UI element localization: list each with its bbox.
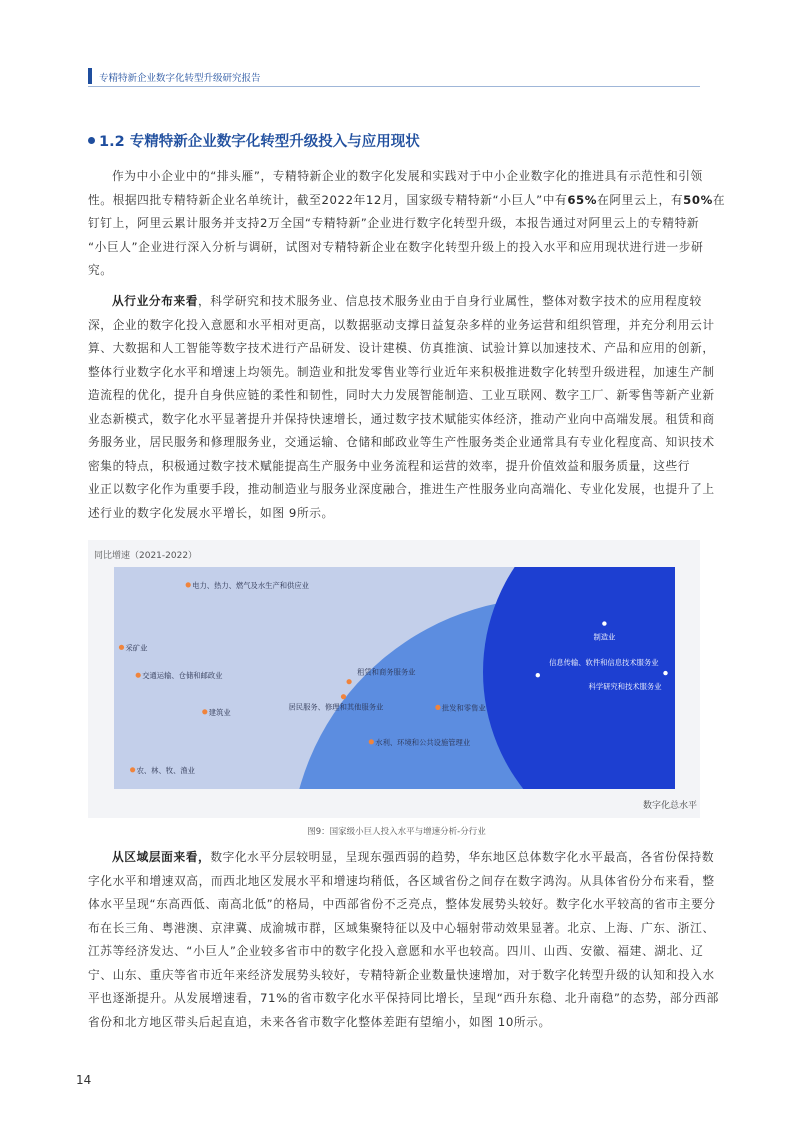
paragraph-lead: 从行业分布来看: [112, 294, 199, 308]
point-label: 电力、热力、燃气及水生产和供应业: [192, 580, 309, 590]
point-label: 制造业: [593, 632, 616, 642]
section-heading: [88, 130, 420, 151]
paragraph-lead: 从区域层面来看，: [112, 850, 211, 864]
text-run: 数字化水平分层较明显，呈现东强西弱的趋势，华东地区总体数字化水平最高，各省份保持数: [210, 850, 715, 864]
data-point: [663, 671, 667, 675]
paragraph-line: 江苏等经济发达、“小巨人”企业较多省市中的数字化投入意愿和水平也较高。四川、山西、安徽、福建、湖北、辽: [88, 944, 704, 958]
paragraph-line: 体水平呈现“东高西低、南高北低”的格局，中西部省份不乏亮点，整体发展势头较好。数字化水平较高的省市主要分: [88, 897, 716, 911]
header-accent-bar: [88, 68, 92, 84]
x-axis-label: 数字化总水平: [642, 801, 697, 811]
paragraph-line: 造流程的优化，提升自身供应链的柔性和韧性，同时大力发展智能制造、工业互联网、数字工厂、新零售等新产业新: [88, 388, 715, 402]
header-divider: [88, 86, 700, 87]
data-point: [602, 621, 606, 625]
data-point: [435, 705, 440, 710]
paragraph-line: 省份和北方地区带头后起直追，未来各省市数字化整体差距有望缩小，如图 10所示。: [88, 1014, 551, 1029]
paragraph-line: 算、大数据和人工智能等数字技术进行产品研发、设计建模、仿真推演、试验计算以加速技术、产品和应用的创新，: [88, 341, 715, 355]
paragraph-line: [88, 846, 715, 870]
intro-paragraph: [88, 165, 726, 283]
data-point: [202, 709, 207, 714]
page-number: 14: [76, 1073, 92, 1087]
data-point: [186, 582, 191, 587]
paragraph-line: 宁、山东、重庆等省市近年来经济发展势头较好，专精特新企业数量快速增加，对于数字化转型升级的认知和投入水: [88, 967, 715, 982]
point-label: 信息传输、软件和信息技术服务业: [549, 658, 659, 668]
paragraph-line: [88, 290, 708, 314]
paragraph-line: 作为中小企业中的“排头雁”，专精特新企业的数字化发展和实践对于中小企业数字化的推进具有示范性和引领: [112, 169, 703, 183]
paragraph-line: 布在长三角、粤港澳、京津冀、成渝城市群，区域集聚特征以及中心辐射带动效果显著。北京、上海、广东、浙江、: [88, 920, 715, 935]
paragraph-line: 字化水平和增速双高，而西北地区发展水平和增速均稍低，各区域省份之间存在数字鸿沟。从具体省份分布来看，整: [88, 873, 715, 888]
paragraph-line: 务服务业，居民服务和修理服务业，交通运输、仓储和邮政业等生产性服务类企业通常具有专业化程度高、知识技术: [88, 435, 715, 449]
text-run: 性。根据四批专精特新企业名单统计，截至2022年12月，国家级专精特新“小巨人”中有: [88, 192, 568, 207]
text-run: 在阿里云上，有: [597, 192, 684, 207]
chart-canvas: [88, 540, 700, 818]
tier-high-region: [483, 540, 700, 818]
paragraph-line: 平也逐渐提升。从发展增速看，71%的省市数字化水平保持同比增长，呈现“西升东稳、北升南稳”的态势，部分西部: [88, 991, 719, 1005]
bullet-dot-icon: [88, 137, 95, 144]
point-label: 采矿业: [125, 643, 148, 653]
paragraph-line: 密集的特点，积极通过数字技术赋能提高生产服务中业务流程和运营的效率，提升价值效益和服务质量，这些行: [88, 458, 691, 473]
point-label: 居民服务、修理和其他服务业: [288, 702, 384, 712]
highlight-65-percent: 65%: [567, 192, 598, 207]
data-point: [130, 767, 135, 772]
paragraph-line: 深，企业的数字化投入意愿和水平相对更高，以数据驱动支撑日益复杂多样的业务运营和组织管理，并充分利用云计: [88, 317, 715, 332]
industry-paragraph: [88, 290, 715, 525]
industry-scatter-chart: [88, 540, 700, 818]
data-point: [136, 673, 141, 678]
point-label: 科学研究和技术服务业: [588, 682, 662, 692]
point-label: 建筑业: [208, 707, 231, 717]
paragraph-line: 业态新模式，数字化水平显著提升并保持快速增长，通过数字技术赋能实体经济，推动产业向中高端发展。租赁和商: [88, 411, 715, 426]
paragraph-line: [88, 189, 726, 213]
section-heading-text: 1.2 专精特新企业数字化转型升级投入与应用现状: [99, 134, 420, 150]
y-axis-label: 同比增速（2021-2022）: [94, 551, 198, 561]
text-run: 在: [712, 192, 726, 207]
paragraph-line: 业正以数字化作为重要手段，推动制造业与服务业深度融合，推进生产性服务业向高端化、专业化发展，也提升了上: [88, 482, 715, 496]
point-label: 批发和零售业: [441, 703, 486, 713]
point-label: 农、林、牧、渔业: [136, 765, 195, 775]
data-point: [369, 739, 374, 744]
region-paragraph: [88, 846, 719, 1034]
data-point: [347, 679, 352, 684]
paragraph-line: 究。: [88, 263, 113, 277]
paragraph-line: 整体行业数字化水平和增速上均领先。制造业和批发零售业等行业近年来积极推进数字化转型升级进程，加速生产制: [88, 364, 715, 379]
header-title: 专精特新企业数字化转型升级研究报告: [99, 73, 261, 84]
data-point: [119, 645, 124, 650]
text-run: ，科学研究和技术服务业、信息技术服务业由于自身行业属性，整体对数字技术的应用程度较: [198, 294, 702, 308]
running-header: [88, 67, 700, 87]
point-label: 租赁和商务服务业: [357, 667, 416, 677]
point-label: 交通运输、仓储和邮政业: [142, 671, 223, 681]
highlight-50-percent: 50%: [683, 192, 713, 207]
point-label: 水利、环境和公共设施管理业: [375, 737, 471, 747]
paragraph-line: 述行业的数字化发展水平增长，如图 9所示。: [88, 505, 334, 520]
figure-caption: 图9：国家级小巨人投入水平与增速分析-分行业: [307, 827, 486, 837]
paragraph-line: 钉钉上，阿里云累计服务并支持2万全国“专精特新”企业进行数字化转型升级，本报告通过对阿里云上的专精特新: [88, 216, 700, 230]
paragraph-line: “小巨人”企业进行深入分析与调研，试图对专精特新企业在数字化转型升级上的投入水平和应用现状进行进一步研: [88, 239, 704, 254]
data-point: [536, 673, 540, 677]
data-point: [341, 694, 346, 699]
